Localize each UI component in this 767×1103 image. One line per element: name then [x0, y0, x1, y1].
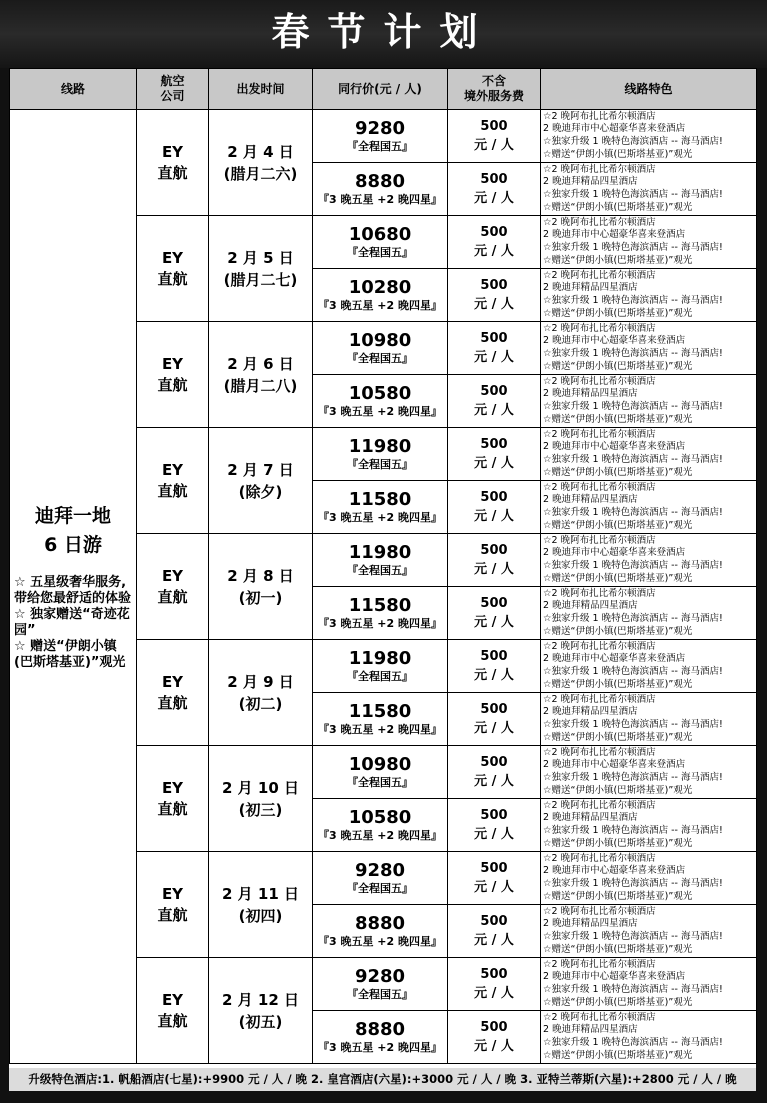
feature-line: ☆赠送“伊朗小镇(巴斯塔基亚)”观光	[543, 307, 693, 319]
airline-code: EY	[161, 460, 184, 479]
service-fee-amount: 500	[480, 331, 508, 346]
service-fee-unit: 元 / 人	[474, 456, 514, 471]
feature-line: ☆2 晚阿布扎比希尔顿酒店	[543, 481, 656, 493]
package-label: 『3 晚五星 +2 晚四星』	[317, 1041, 442, 1054]
price-cell	[313, 110, 448, 163]
feature-line: ☆2 晚阿布扎比希尔顿酒店	[543, 110, 656, 122]
route-cell	[10, 110, 137, 1064]
features-cell	[541, 1011, 757, 1064]
features-cell	[541, 799, 757, 852]
header-airline-line1: 航空	[160, 74, 185, 88]
feature-line: ☆独家升级 1 晚特色海滨酒店 -- 海马酒店!	[543, 984, 723, 995]
service-fee-cell	[448, 852, 541, 905]
package-label: 『全程国五』	[347, 776, 413, 789]
itinerary-sheet	[9, 68, 756, 1068]
service-fee-amount: 500	[480, 649, 508, 664]
feature-line: ☆2 晚阿布扎比希尔顿酒店	[543, 799, 656, 811]
features-cell	[541, 958, 757, 1011]
departure-date-cell	[209, 322, 313, 428]
feature-line: ☆独家升级 1 晚特色海滨酒店 -- 海马酒店!	[543, 348, 723, 359]
airline-code: EY	[161, 142, 184, 161]
airline-type: 直航	[157, 905, 188, 924]
service-fee-amount: 500	[480, 596, 508, 611]
airline-cell	[137, 428, 209, 534]
route-perk: ☆ 五星级奢华服务,带给您最舒适的体验	[14, 574, 132, 606]
header-airline-line2: 公司	[160, 89, 185, 103]
price-value: 10280	[348, 277, 412, 298]
header-fee	[448, 69, 541, 110]
airline-type: 直航	[157, 269, 188, 288]
package-label: 『3 晚五星 +2 晚四星』	[317, 193, 442, 206]
price-cell	[313, 428, 448, 481]
feature-line: ☆2 晚阿布扎比希尔顿酒店	[543, 693, 656, 705]
lunar-date: (腊月二八)	[223, 376, 298, 395]
departure-date: 2 月 12 日	[222, 990, 299, 1009]
airline-code: EY	[161, 248, 184, 267]
feature-line: ☆赠送“伊朗小镇(巴斯塔基亚)”观光	[543, 360, 693, 372]
airline-code: EY	[161, 778, 184, 797]
feature-line: 2 晚迪拜市中心超豪华喜来登酒店	[543, 547, 686, 559]
departure-date-cell	[209, 746, 313, 852]
feature-line: ☆2 晚阿布扎比希尔顿酒店	[543, 958, 656, 970]
service-fee-unit: 元 / 人	[474, 827, 514, 842]
feature-line: ☆赠送“伊朗小镇(巴斯塔基亚)”观光	[543, 943, 693, 955]
airline-cell	[137, 110, 209, 216]
service-fee-amount: 500	[480, 437, 508, 452]
features-cell	[541, 693, 757, 746]
feature-line: 2 晚迪拜市中心超豪华喜来登酒店	[543, 865, 686, 877]
header-row	[10, 69, 757, 110]
service-fee-amount: 500	[480, 914, 508, 929]
price-cell	[313, 375, 448, 428]
price-value: 9280	[354, 118, 406, 139]
departure-date-cell	[209, 958, 313, 1064]
service-fee-unit: 元 / 人	[474, 933, 514, 948]
service-fee-cell	[448, 163, 541, 216]
feature-line: ☆赠送“伊朗小镇(巴斯塔基亚)”观光	[543, 625, 693, 637]
departure-date: 2 月 10 日	[222, 778, 299, 797]
price-value: 11580	[348, 489, 412, 510]
airline-type: 直航	[157, 163, 188, 182]
feature-line: 2 晚迪拜市中心超豪华喜来登酒店	[543, 971, 686, 983]
service-fee-cell	[448, 799, 541, 852]
price-value: 9280	[354, 860, 406, 881]
price-value: 11980	[348, 648, 412, 669]
service-fee-unit: 元 / 人	[474, 562, 514, 577]
price-value: 11980	[348, 436, 412, 457]
feature-line: 2 晚迪拜精品四星酒店	[543, 812, 638, 824]
features-cell	[541, 587, 757, 640]
feature-line: ☆2 晚阿布扎比希尔顿酒店	[543, 1011, 656, 1023]
price-cell	[313, 958, 448, 1011]
airline-cell	[137, 958, 209, 1064]
feature-line: 2 晚迪拜市中心超豪华喜来登酒店	[543, 123, 686, 135]
route-name: 迪拜一地	[34, 504, 111, 527]
feature-line: ☆独家升级 1 晚特色海滨酒店 -- 海马酒店!	[543, 242, 723, 253]
price-cell	[313, 852, 448, 905]
feature-line: ☆2 晚阿布扎比希尔顿酒店	[543, 375, 656, 387]
package-label: 『全程国五』	[347, 140, 413, 153]
departure-date: 2 月 7 日	[227, 460, 294, 479]
feature-line: ☆独家升级 1 晚特色海滨酒店 -- 海马酒店!	[543, 666, 723, 677]
header-airline	[137, 69, 209, 110]
features-cell	[541, 375, 757, 428]
upgrade-hotels-footer: 升级特色酒店:1. 帆船酒店(七星):+9900 元 / 人 / 晚 2. 皇宫酒店(六星):+3000 元 / 人 / 晚 3. 亚特兰蒂斯(六星):+2800 元 / 人 / 晚	[9, 1068, 756, 1091]
service-fee-cell	[448, 640, 541, 693]
feature-line: 2 晚迪拜精品四星酒店	[543, 388, 638, 400]
price-value: 10580	[348, 383, 412, 404]
package-label: 『全程国五』	[347, 246, 413, 259]
feature-line: ☆赠送“伊朗小镇(巴斯塔基亚)”观光	[543, 678, 693, 690]
price-value: 10980	[348, 330, 412, 351]
feature-line: ☆2 晚阿布扎比希尔顿酒店	[543, 905, 656, 917]
feature-line: ☆2 晚阿布扎比希尔顿酒店	[543, 322, 656, 334]
feature-line: ☆2 晚阿布扎比希尔顿酒店	[543, 269, 656, 281]
features-cell	[541, 640, 757, 693]
feature-line: ☆2 晚阿布扎比希尔顿酒店	[543, 534, 656, 546]
feature-line: 2 晚迪拜市中心超豪华喜来登酒店	[543, 229, 686, 241]
service-fee-amount: 500	[480, 384, 508, 399]
package-label: 『全程国五』	[347, 670, 413, 683]
feature-line: ☆独家升级 1 晚特色海滨酒店 -- 海马酒店!	[543, 136, 723, 147]
departure-date-cell	[209, 852, 313, 958]
price-cell	[313, 481, 448, 534]
package-label: 『全程国五』	[347, 458, 413, 471]
service-fee-amount: 500	[480, 861, 508, 876]
feature-line: 2 晚迪拜精品四星酒店	[543, 1024, 638, 1036]
price-value: 9280	[354, 966, 406, 987]
airline-code: EY	[161, 884, 184, 903]
airline-type: 直航	[157, 481, 188, 500]
features-cell	[541, 269, 757, 322]
service-fee-unit: 元 / 人	[474, 880, 514, 895]
airline-cell	[137, 534, 209, 640]
feature-line: ☆赠送“伊朗小镇(巴斯塔基亚)”观光	[543, 413, 693, 425]
feature-line: ☆赠送“伊朗小镇(巴斯塔基亚)”观光	[543, 784, 693, 796]
service-fee-unit: 元 / 人	[474, 774, 514, 789]
bottom-strip	[0, 1091, 767, 1103]
feature-line: ☆独家升级 1 晚特色海滨酒店 -- 海马酒店!	[543, 878, 723, 889]
feature-line: ☆赠送“伊朗小镇(巴斯塔基亚)”观光	[543, 890, 693, 902]
price-value: 8880	[354, 171, 406, 192]
features-cell	[541, 216, 757, 269]
departure-date: 2 月 8 日	[227, 566, 294, 585]
feature-line: ☆赠送“伊朗小镇(巴斯塔基亚)”观光	[543, 254, 693, 266]
departure-date-cell	[209, 428, 313, 534]
features-cell	[541, 746, 757, 799]
price-value: 10580	[348, 807, 412, 828]
service-fee-amount: 500	[480, 490, 508, 505]
feature-line: ☆2 晚阿布扎比希尔顿酒店	[543, 640, 656, 652]
features-cell	[541, 110, 757, 163]
service-fee-unit: 元 / 人	[474, 244, 514, 259]
lunar-date: (初五)	[238, 1012, 283, 1031]
service-fee-amount: 500	[480, 702, 508, 717]
service-fee-cell	[448, 1011, 541, 1064]
service-fee-amount: 500	[480, 278, 508, 293]
feature-line: ☆独家升级 1 晚特色海滨酒店 -- 海马酒店!	[543, 507, 723, 518]
service-fee-amount: 500	[480, 543, 508, 558]
airline-code: EY	[161, 566, 184, 585]
price-value: 10680	[348, 224, 412, 245]
airline-cell	[137, 746, 209, 852]
price-cell	[313, 534, 448, 587]
header-fee-line1: 不含	[481, 74, 506, 88]
service-fee-amount: 500	[480, 225, 508, 240]
lunar-date: (腊月二六)	[223, 164, 298, 183]
route-perk: ☆ 独家赠送“奇迹花园”	[14, 606, 130, 638]
feature-line: ☆赠送“伊朗小镇(巴斯塔基亚)”观光	[543, 201, 693, 213]
feature-line: ☆赠送“伊朗小镇(巴斯塔基亚)”观光	[543, 837, 693, 849]
lunar-date: (腊月二七)	[223, 270, 298, 289]
header-route: 线路	[10, 69, 137, 110]
feature-line: ☆独家升级 1 晚特色海滨酒店 -- 海马酒店!	[543, 560, 723, 571]
package-label: 『3 晚五星 +2 晚四星』	[317, 405, 442, 418]
package-label: 『3 晚五星 +2 晚四星』	[317, 935, 442, 948]
service-fee-cell	[448, 746, 541, 799]
departure-date: 2 月 11 日	[222, 884, 299, 903]
package-label: 『全程国五』	[347, 988, 413, 1001]
package-label: 『全程国五』	[347, 564, 413, 577]
feature-line: ☆独家升级 1 晚特色海滨酒店 -- 海马酒店!	[543, 189, 723, 200]
service-fee-amount: 500	[480, 119, 508, 134]
feature-line: ☆独家升级 1 晚特色海滨酒店 -- 海马酒店!	[543, 295, 723, 306]
service-fee-amount: 500	[480, 172, 508, 187]
price-cell	[313, 587, 448, 640]
package-label: 『3 晚五星 +2 晚四星』	[317, 617, 442, 630]
service-fee-unit: 元 / 人	[474, 350, 514, 365]
package-label: 『全程国五』	[347, 352, 413, 365]
price-value: 11580	[348, 701, 412, 722]
price-cell	[313, 269, 448, 322]
service-fee-unit: 元 / 人	[474, 297, 514, 312]
features-cell	[541, 852, 757, 905]
service-fee-cell	[448, 693, 541, 746]
package-label: 『3 晚五星 +2 晚四星』	[317, 511, 442, 524]
page-title: 春节计划	[271, 9, 496, 54]
package-label: 『3 晚五星 +2 晚四星』	[317, 299, 442, 312]
airline-code: EY	[161, 672, 184, 691]
feature-line: ☆独家升级 1 晚特色海滨酒店 -- 海马酒店!	[543, 401, 723, 412]
airline-cell	[137, 852, 209, 958]
lunar-date: (除夕)	[238, 482, 283, 501]
lunar-date: (初三)	[238, 800, 283, 819]
feature-line: ☆独家升级 1 晚特色海滨酒店 -- 海马酒店!	[543, 454, 723, 465]
departure-date-cell	[209, 216, 313, 322]
airline-type: 直航	[157, 587, 188, 606]
price-cell	[313, 905, 448, 958]
departure-date: 2 月 5 日	[227, 248, 294, 267]
feature-line: ☆赠送“伊朗小镇(巴斯塔基亚)”观光	[543, 572, 693, 584]
service-fee-cell	[448, 216, 541, 269]
service-fee-unit: 元 / 人	[474, 191, 514, 206]
route-perk: ☆ 赠送“伊朗小镇(巴斯塔基亚)”观光	[14, 638, 126, 670]
package-label: 『全程国五』	[347, 882, 413, 895]
service-fee-cell	[448, 481, 541, 534]
airline-cell	[137, 322, 209, 428]
feature-line: ☆2 晚阿布扎比希尔顿酒店	[543, 163, 656, 175]
features-cell	[541, 428, 757, 481]
airline-type: 直航	[157, 799, 188, 818]
airline-code: EY	[161, 354, 184, 373]
price-cell	[313, 322, 448, 375]
service-fee-cell	[448, 375, 541, 428]
departure-date-cell	[209, 534, 313, 640]
feature-line: 2 晚迪拜精品四星酒店	[543, 282, 638, 294]
feature-line: ☆独家升级 1 晚特色海滨酒店 -- 海马酒店!	[543, 772, 723, 783]
feature-line: 2 晚迪拜市中心超豪华喜来登酒店	[543, 335, 686, 347]
feature-line: 2 晚迪拜精品四星酒店	[543, 494, 638, 506]
feature-line: 2 晚迪拜精品四星酒店	[543, 706, 638, 718]
service-fee-unit: 元 / 人	[474, 138, 514, 153]
package-label: 『3 晚五星 +2 晚四星』	[317, 829, 442, 842]
feature-line: ☆独家升级 1 晚特色海滨酒店 -- 海马酒店!	[543, 931, 723, 942]
service-fee-unit: 元 / 人	[474, 668, 514, 683]
feature-line: ☆赠送“伊朗小镇(巴斯塔基亚)”观光	[543, 519, 693, 531]
price-cell	[313, 216, 448, 269]
price-value: 8880	[354, 1019, 406, 1040]
service-fee-amount: 500	[480, 967, 508, 982]
departure-date: 2 月 9 日	[227, 672, 294, 691]
price-cell	[313, 163, 448, 216]
airline-code: EY	[161, 990, 184, 1009]
airline-cell	[137, 640, 209, 746]
service-fee-unit: 元 / 人	[474, 986, 514, 1001]
lunar-date: (初二)	[238, 694, 283, 713]
service-fee-unit: 元 / 人	[474, 721, 514, 736]
service-fee-unit: 元 / 人	[474, 1039, 514, 1054]
features-cell	[541, 481, 757, 534]
service-fee-cell	[448, 269, 541, 322]
price-cell	[313, 746, 448, 799]
table-row	[10, 110, 757, 163]
feature-line: ☆独家升级 1 晚特色海滨酒店 -- 海马酒店!	[543, 825, 723, 836]
service-fee-cell	[448, 428, 541, 481]
feature-line: 2 晚迪拜市中心超豪华喜来登酒店	[543, 441, 686, 453]
feature-line: ☆2 晚阿布扎比希尔顿酒店	[543, 746, 656, 758]
feature-line: ☆赠送“伊朗小镇(巴斯塔基亚)”观光	[543, 148, 693, 160]
departure-date-cell	[209, 110, 313, 216]
service-fee-cell	[448, 110, 541, 163]
lunar-date: (初一)	[238, 588, 283, 607]
departure-date: 2 月 4 日	[227, 142, 294, 161]
feature-line: 2 晚迪拜市中心超豪华喜来登酒店	[543, 759, 686, 771]
airline-cell	[137, 216, 209, 322]
feature-line: ☆独家升级 1 晚特色海滨酒店 -- 海马酒店!	[543, 613, 723, 624]
service-fee-amount: 500	[480, 755, 508, 770]
airline-type: 直航	[157, 693, 188, 712]
feature-line: ☆独家升级 1 晚特色海滨酒店 -- 海马酒店!	[543, 1037, 723, 1048]
service-fee-cell	[448, 958, 541, 1011]
package-label: 『3 晚五星 +2 晚四星』	[317, 723, 442, 736]
route-days: 6 日游	[44, 533, 102, 556]
lunar-date: (初四)	[238, 906, 283, 925]
header-date: 出发时间	[209, 69, 313, 110]
service-fee-cell	[448, 905, 541, 958]
departure-date: 2 月 6 日	[227, 354, 294, 373]
price-value: 8880	[354, 913, 406, 934]
price-cell	[313, 799, 448, 852]
feature-line: ☆2 晚阿布扎比希尔顿酒店	[543, 852, 656, 864]
features-cell	[541, 534, 757, 587]
price-value: 11980	[348, 542, 412, 563]
price-cell	[313, 640, 448, 693]
feature-line: ☆2 晚阿布扎比希尔顿酒店	[543, 216, 656, 228]
feature-line: ☆赠送“伊朗小镇(巴斯塔基亚)”观光	[543, 731, 693, 743]
header-features: 线路特色	[541, 69, 757, 110]
service-fee-unit: 元 / 人	[474, 615, 514, 630]
service-fee-cell	[448, 534, 541, 587]
features-cell	[541, 322, 757, 375]
feature-line: 2 晚迪拜市中心超豪华喜来登酒店	[543, 653, 686, 665]
feature-line: ☆赠送“伊朗小镇(巴斯塔基亚)”观光	[543, 996, 693, 1008]
feature-line: ☆2 晚阿布扎比希尔顿酒店	[543, 587, 656, 599]
itinerary-table	[9, 68, 757, 1064]
airline-type: 直航	[157, 1011, 188, 1030]
feature-line: 2 晚迪拜精品四星酒店	[543, 600, 638, 612]
feature-line: ☆2 晚阿布扎比希尔顿酒店	[543, 428, 656, 440]
feature-line: 2 晚迪拜精品四星酒店	[543, 918, 638, 930]
price-value: 10980	[348, 754, 412, 775]
header-fee-line2: 境外服务费	[463, 89, 524, 103]
price-value: 11580	[348, 595, 412, 616]
feature-line: ☆赠送“伊朗小镇(巴斯塔基亚)”观光	[543, 1049, 693, 1061]
title-banner	[0, 0, 767, 68]
service-fee-cell	[448, 587, 541, 640]
features-cell	[541, 905, 757, 958]
feature-line: ☆赠送“伊朗小镇(巴斯塔基亚)”观光	[543, 466, 693, 478]
header-price: 同行价(元 / 人)	[313, 69, 448, 110]
price-cell	[313, 1011, 448, 1064]
features-cell	[541, 163, 757, 216]
feature-line: 2 晚迪拜精品四星酒店	[543, 176, 638, 188]
service-fee-cell	[448, 322, 541, 375]
service-fee-amount: 500	[480, 808, 508, 823]
service-fee-amount: 500	[480, 1020, 508, 1035]
service-fee-unit: 元 / 人	[474, 509, 514, 524]
feature-line: ☆独家升级 1 晚特色海滨酒店 -- 海马酒店!	[543, 719, 723, 730]
airline-type: 直航	[157, 375, 188, 394]
departure-date-cell	[209, 640, 313, 746]
service-fee-unit: 元 / 人	[474, 403, 514, 418]
price-cell	[313, 693, 448, 746]
